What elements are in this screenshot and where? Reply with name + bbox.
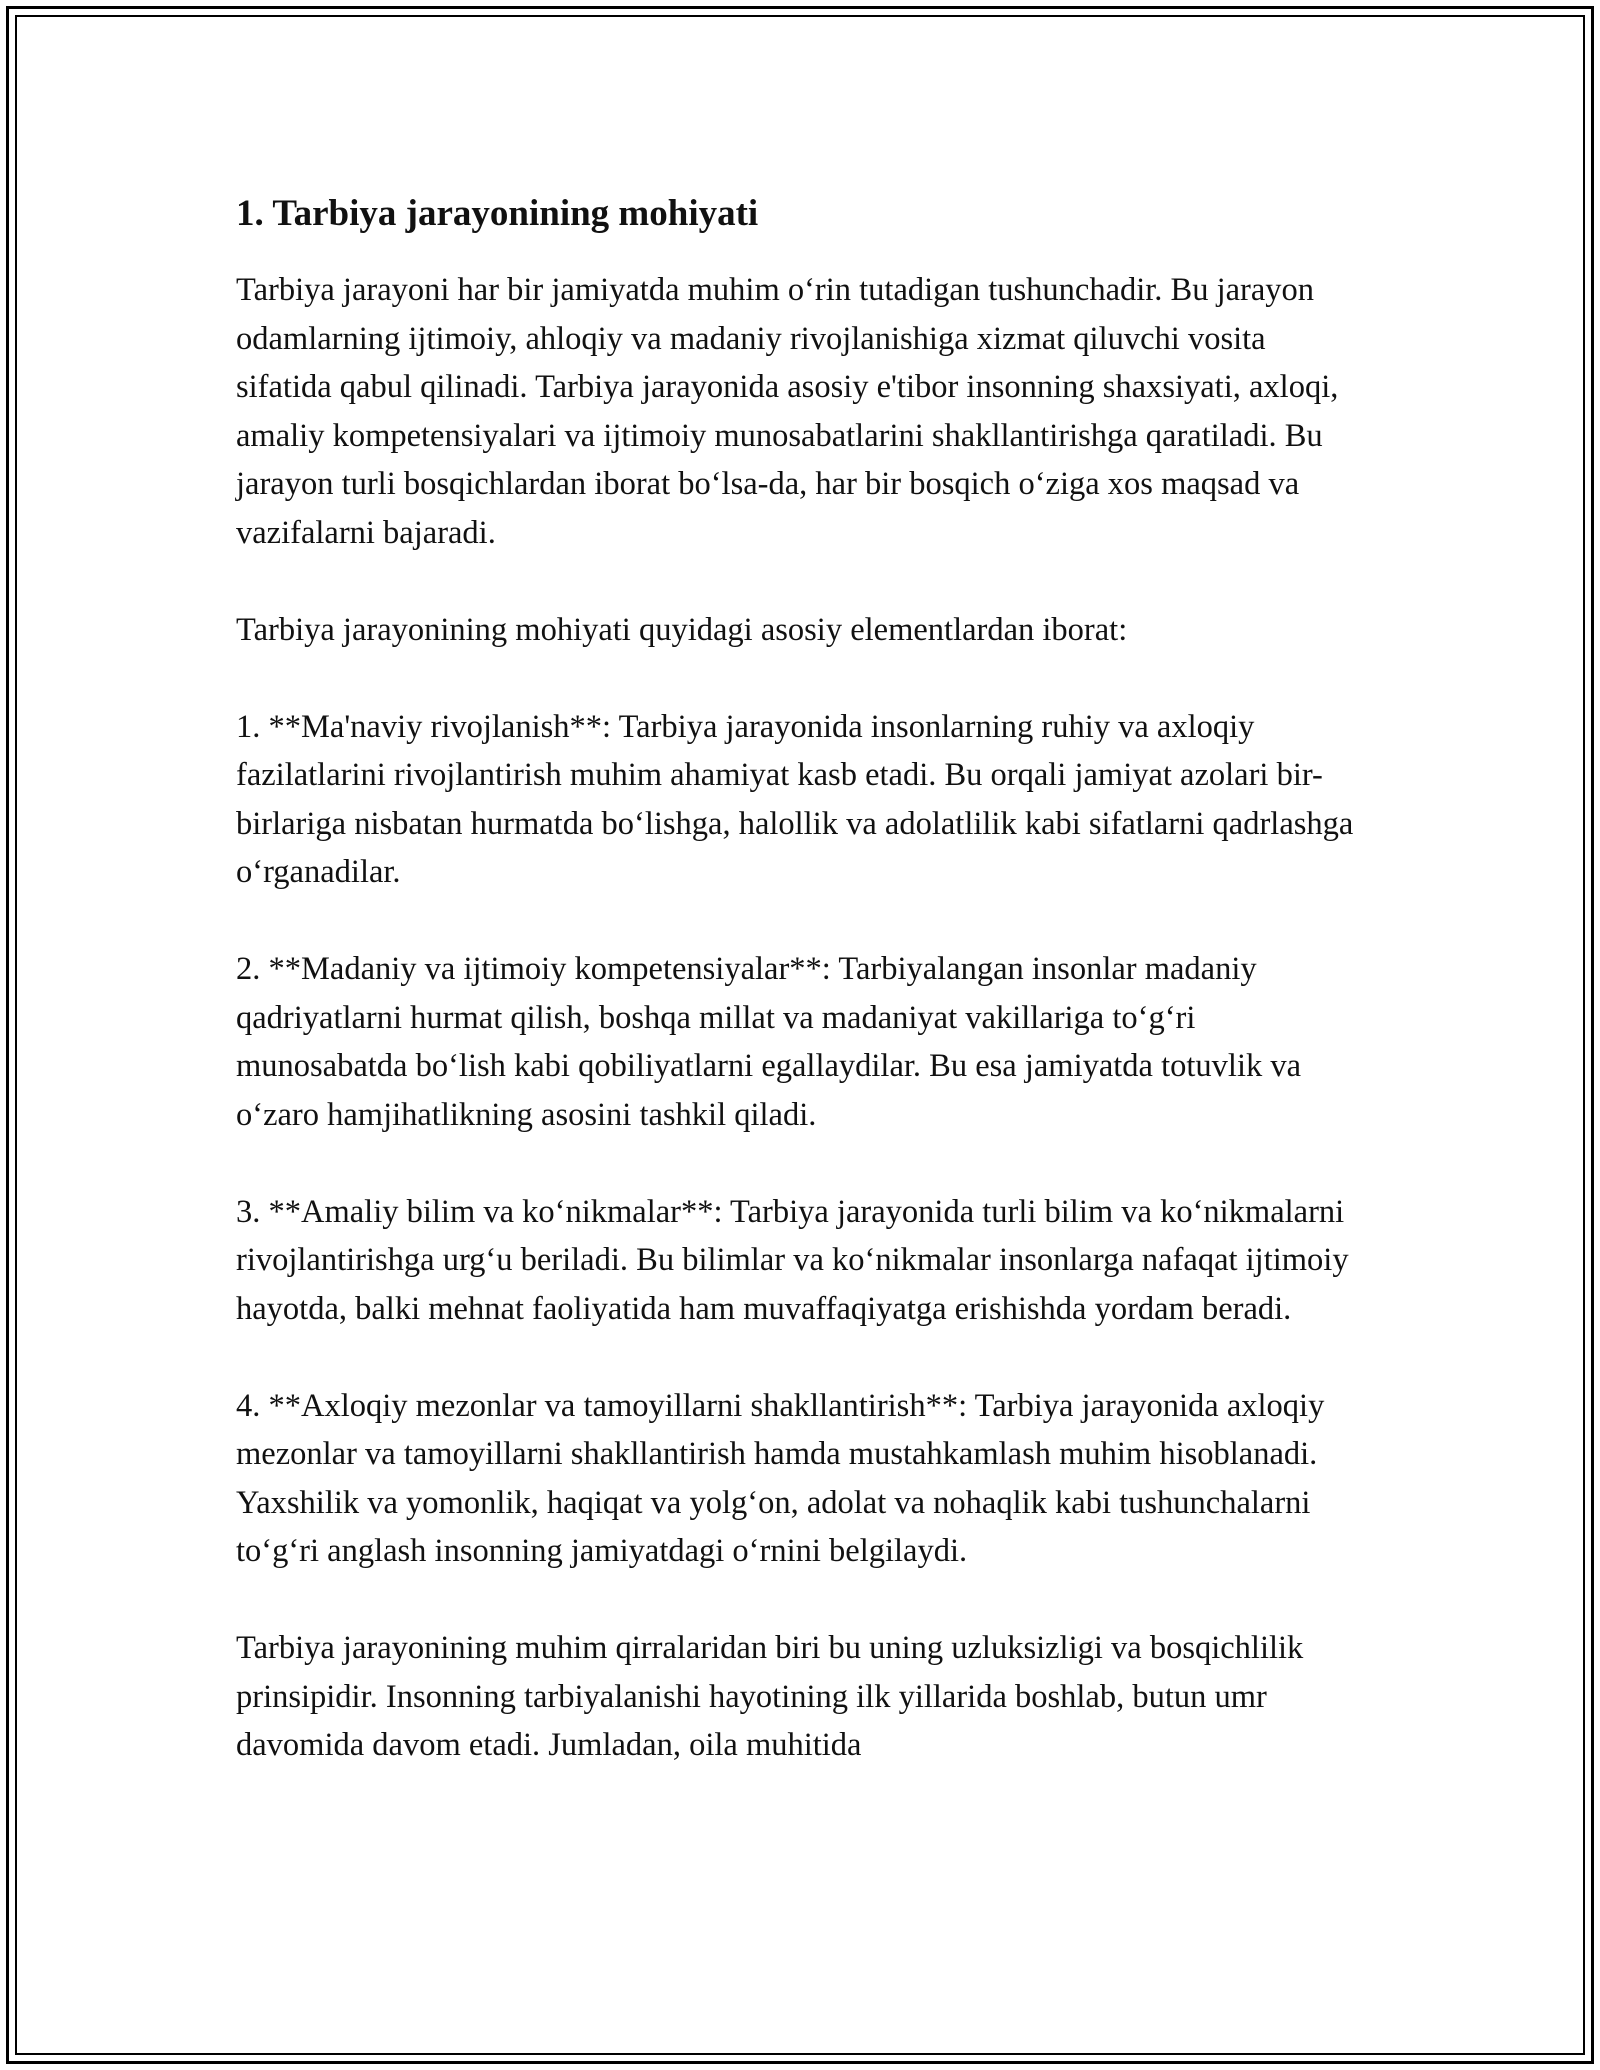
list-item-practical-skills: 3. **Amaliy bilim va ko‘nikmalar**: Tarbiya jarayonida turli bilim va ko‘nikmalarni rivojlantirishga urg‘u beriladi. Bu bilimlar va ko‘nikmalar insonlarga nafaqat ijtimoiy hayotda, balki mehnat faoliyatida ham muvaffaqiyatga erishishda yordam beradi. [236,1193,1349,1327]
list-item-cultural-social-competencies: 2. **Madaniy va ijtimoiy kompetensiyalar**: Tarbiyalangan insonlar madaniy qadriyatlarni hurmat qilish, boshqa millat va madaniyat vakillariga to‘g‘ri munosabatda bo‘lish kabi qobiliyatlarni egallaydilar. Bu esa jamiyatda totuvlik va o‘zaro hamjihatlikning asosini tashkil qiladi. [236,951,1302,1133]
list-item-spiritual-development: 1. **Ma'naviy rivojlanish**: Tarbiya jarayonida insonlarning ruhiy va axloqiy fazilatlarini rivojlantirish muhim ahamiyat kasb etadi. Bu orqali jamiyat azolari bir-birlariga nisbatan hurmatda bo‘lishga, halollik va adolatlilik kabi sifatlarni qadrlashga o‘rganadilar. [236,708,1354,890]
document-body [236,188,1366,1818]
paragraph-intro: Tarbiya jarayoni har bir jamiyatda muhim o‘rin tutadigan tushunchadir. Bu jarayon odamlarning ijtimoiy, ahloqiy va madaniy rivojlanishiga xizmat qiluvchi vosita sifatida qabul qilinadi. Tarbiya jarayonida asosiy e'tibor insonning shaxsiyati, axloqi, amaliy kompetensiyalari va ijtimoiy munosabatlarini shakllantirishga qaratiladi. Bu jarayon turli bosqichlardan iborat bo‘lsa-da, har bir bosqich o‘ziga xos maqsad va vazifalarni bajaradi. [236,272,1339,551]
section-heading: 1. Tarbiya jarayonining mohiyati [236,193,759,234]
paragraph-elements-lead: Tarbiya jarayonining mohiyati quyidagi asosiy elementlardan iborat: [236,611,1128,648]
paragraph-continuity: Tarbiya jarayonining muhim qirralaridan biri bu uning uzluksizligi va bosqichlilik prinsipidir. Insonning tarbiyalanishi hayotining ilk yillarida boshlab, butun umr davomida davom etadi. Jumladan, oila muhitida [236,1630,1304,1763]
list-item-moral-principles: 4. **Axloqiy mezonlar va tamoyillarni shakllantirish**: Tarbiya jarayonida axloqiy mezonlar va tamoyillarni shakllantirish hamda mustahkamlash muhim hisoblanadi. Yaxshilik va yomonlik, haqiqat va yolg‘on, adolat va nohaqlik kabi tushunchalarni to‘g‘ri anglash insonning jamiyatdagi o‘rnini belgilaydi. [236,1387,1325,1569]
